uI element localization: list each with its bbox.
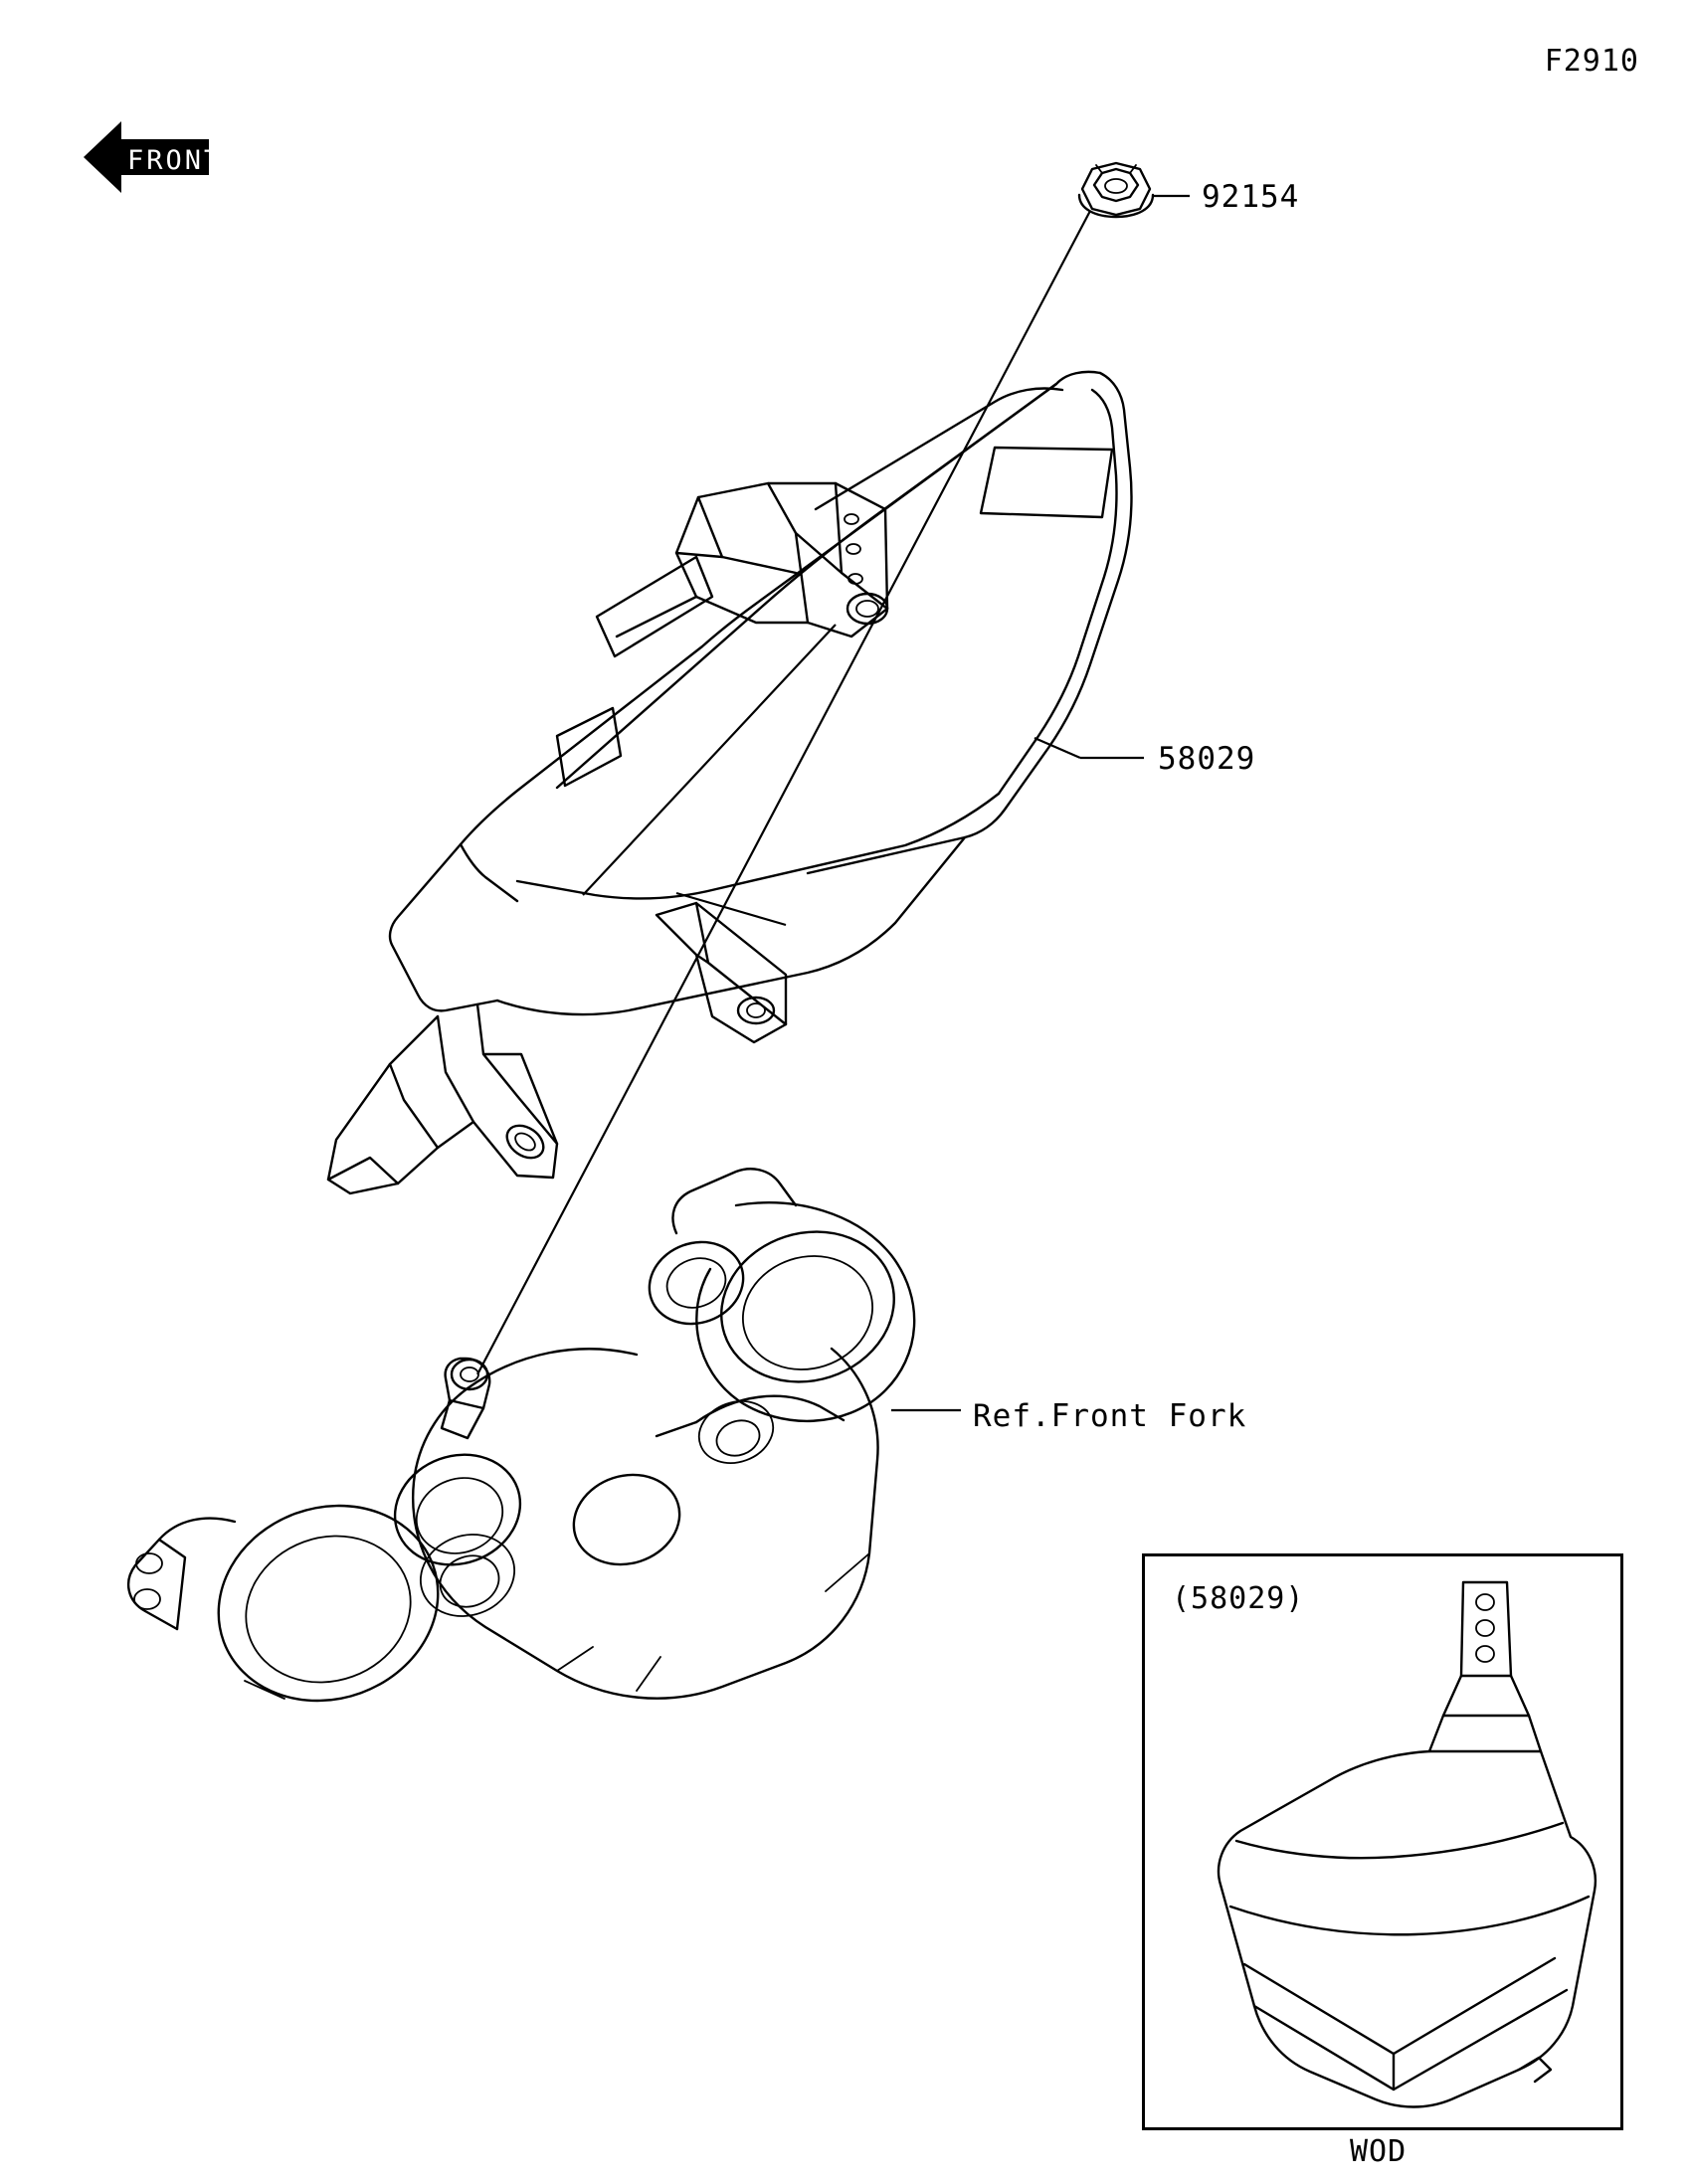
leader-line-nut-to-fork	[477, 211, 1090, 1374]
front-direction-arrow-icon	[78, 107, 217, 207]
leader-line-lower-bracket	[676, 893, 786, 925]
callout-label-92154: 92154	[1202, 179, 1300, 215]
callout-label-58029: 58029	[1158, 741, 1256, 777]
inset-caption: WOD	[1350, 2134, 1408, 2169]
inset-panel	[1142, 1553, 1623, 2130]
triple-clamp-icon	[128, 1169, 914, 1730]
plate-mount-boss-icon	[442, 1359, 489, 1438]
flange-nut-icon	[1079, 163, 1153, 217]
callout-label-front-fork: Ref.Front Fork	[973, 1398, 1247, 1434]
leader-line-bracket	[583, 625, 836, 895]
page-code: F2910	[1544, 44, 1639, 79]
front-number-plate-icon	[328, 372, 1132, 1193]
inset-part-number: (58029)	[1172, 1581, 1305, 1616]
svg-text:FRONT: FRONT	[127, 145, 217, 176]
inset-artwork	[1145, 1556, 1620, 2127]
